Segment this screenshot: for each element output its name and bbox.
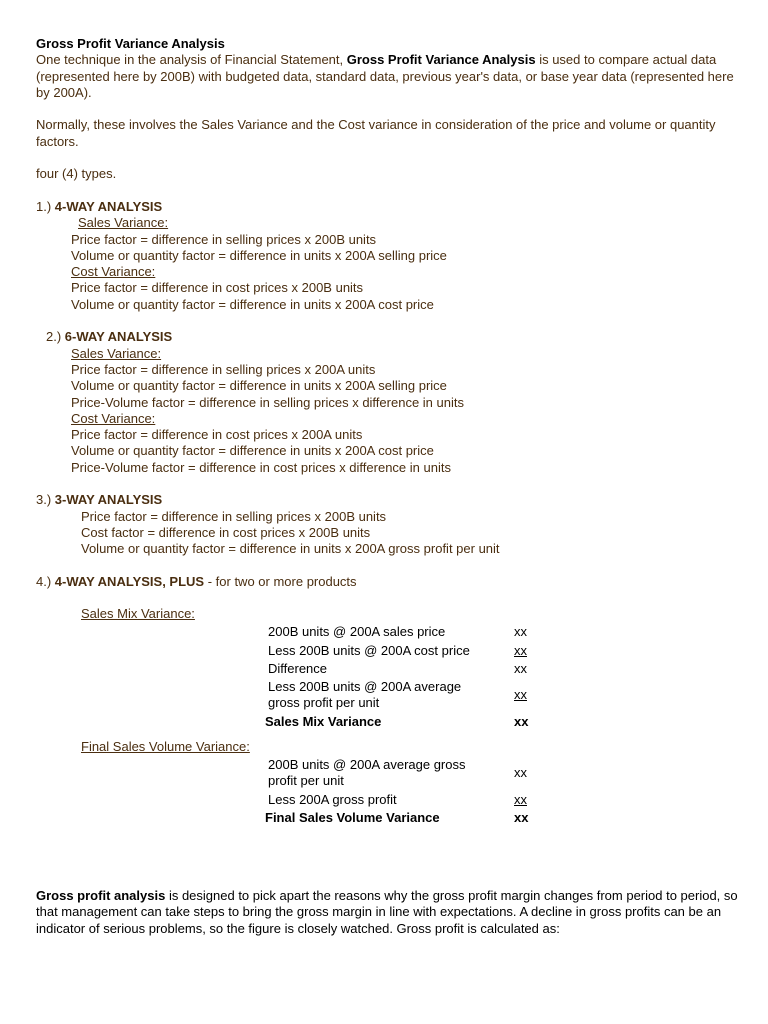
sales-mix-row-value: xx [514, 660, 527, 676]
intro-bold-term: Gross Profit Variance Analysis [346, 52, 536, 68]
section-1-title: 4-WAY ANALYSIS [54, 198, 163, 214]
document-page [36, 36, 746, 937]
section-3-item: Price factor = difference in selling prices x 200B units [81, 508, 387, 524]
final-volume-table [36, 755, 746, 825]
section-4-heading [36, 574, 746, 590]
section-3-item: Volume or quantity factor = difference in units x 200A gross profit per unit [81, 541, 500, 557]
gross-profit-bold-term: Gross profit analysis [36, 887, 166, 903]
section-1-sales-item: Volume or quantity factor = difference in units x 200A selling price [71, 247, 447, 263]
gross-profit-text: is designed to pick apart the reasons why the gross profit margin changes from period to period, so that management can take steps to bring the gross margin in line with expectations. A decline in gross profits can be an indicator of serious problems, so the figure is closely watched. Gross profit is calculated as: [36, 887, 738, 936]
section-3-number: 3.) [36, 492, 55, 508]
sales-mix-label: Sales Mix Variance: [81, 606, 195, 622]
section-2-title: 6-WAY ANALYSIS [64, 329, 173, 345]
normally-paragraph: Normally, these involves the Sales Variance and the Cost variance in consideration of the price and volume or quantity factors. [36, 117, 716, 149]
sales-mix-row-label: Less 200B units @ 200A cost price [268, 642, 470, 658]
sales-mix-row-label: Difference [268, 660, 328, 676]
section-1-cost-item: Volume or quantity factor = difference in units x 200A cost price [71, 296, 434, 312]
sales-mix-total-value: xx [514, 713, 529, 729]
section-1-number: 1.) [36, 198, 55, 214]
sales-mix-total-label: Sales Mix Variance [265, 713, 382, 729]
sales-mix-row-value: xx [514, 686, 527, 702]
section-2-heading [36, 329, 746, 345]
section-2-cost-item: Price factor = difference in cost prices x 200A units [71, 427, 363, 443]
final-volume-row-value: xx [514, 791, 527, 807]
section-3-heading [36, 492, 746, 508]
section-4-suffix: - for two or more products [204, 573, 357, 589]
section-1-sales-item: Price factor = difference in selling prices x 200B units [71, 231, 377, 247]
section-2-sales-item: Price factor = difference in selling prices x 200A units [71, 361, 376, 377]
section-4-number: 4.) [36, 573, 55, 589]
section-2-cost-label: Cost Variance: [71, 410, 156, 426]
final-volume-label: Final Sales Volume Variance: [81, 738, 250, 754]
final-volume-total-value: xx [514, 809, 529, 825]
sales-mix-table [36, 623, 746, 730]
final-volume-row-label: 200B units @ 200A average gross profit per unit [268, 756, 466, 789]
section-2-cost-item: Price-Volume factor = difference in cost prices x difference in units [71, 459, 451, 475]
section-1-cost-item: Price factor = difference in cost prices x 200B units [71, 280, 364, 296]
section-4-title: 4-WAY ANALYSIS, PLUS [54, 573, 205, 589]
types-line: four (4) types. [36, 166, 117, 182]
intro-text-2: is used to compare actual data (represented here by 200B) with budgeted data, standard data, previous year's data, or base year data (represented here by 200A). [36, 52, 734, 100]
final-volume-row-label: Less 200A gross profit [268, 791, 397, 807]
section-2-sales-item: Volume or quantity factor = difference in units x 200A selling price [71, 378, 447, 394]
sales-mix-row-label: 200B units @ 200A sales price [268, 623, 446, 639]
sales-mix-row-label: Less 200B units @ 200A average gross profit per unit [268, 678, 462, 710]
sales-mix-row-value: xx [514, 642, 527, 658]
section-1-heading [36, 199, 746, 215]
section-1-sales-label: Sales Variance: [78, 215, 169, 231]
section-2-sales-item: Price-Volume factor = difference in selling prices x difference in units [71, 394, 464, 410]
section-3-item: Cost factor = difference in cost prices x 200B units [81, 524, 371, 540]
section-2-number: 2.) [46, 329, 65, 345]
section-2-sales-label: Sales Variance: [71, 345, 162, 361]
final-volume-total-label: Final Sales Volume Variance [265, 809, 440, 825]
intro-paragraph [36, 52, 746, 101]
section-2-cost-item: Volume or quantity factor = difference in units x 200A cost price [71, 443, 434, 459]
sales-mix-row-value: xx [514, 623, 527, 639]
document-title: Gross Profit Variance Analysis [36, 36, 225, 51]
section-3-title: 3-WAY ANALYSIS [54, 492, 163, 508]
gross-profit-paragraph [36, 888, 746, 937]
intro-text-1: One technique in the analysis of Financial Statement, [36, 52, 347, 68]
final-volume-row-value: xx [514, 764, 527, 780]
section-1-cost-label: Cost Variance: [71, 264, 156, 280]
